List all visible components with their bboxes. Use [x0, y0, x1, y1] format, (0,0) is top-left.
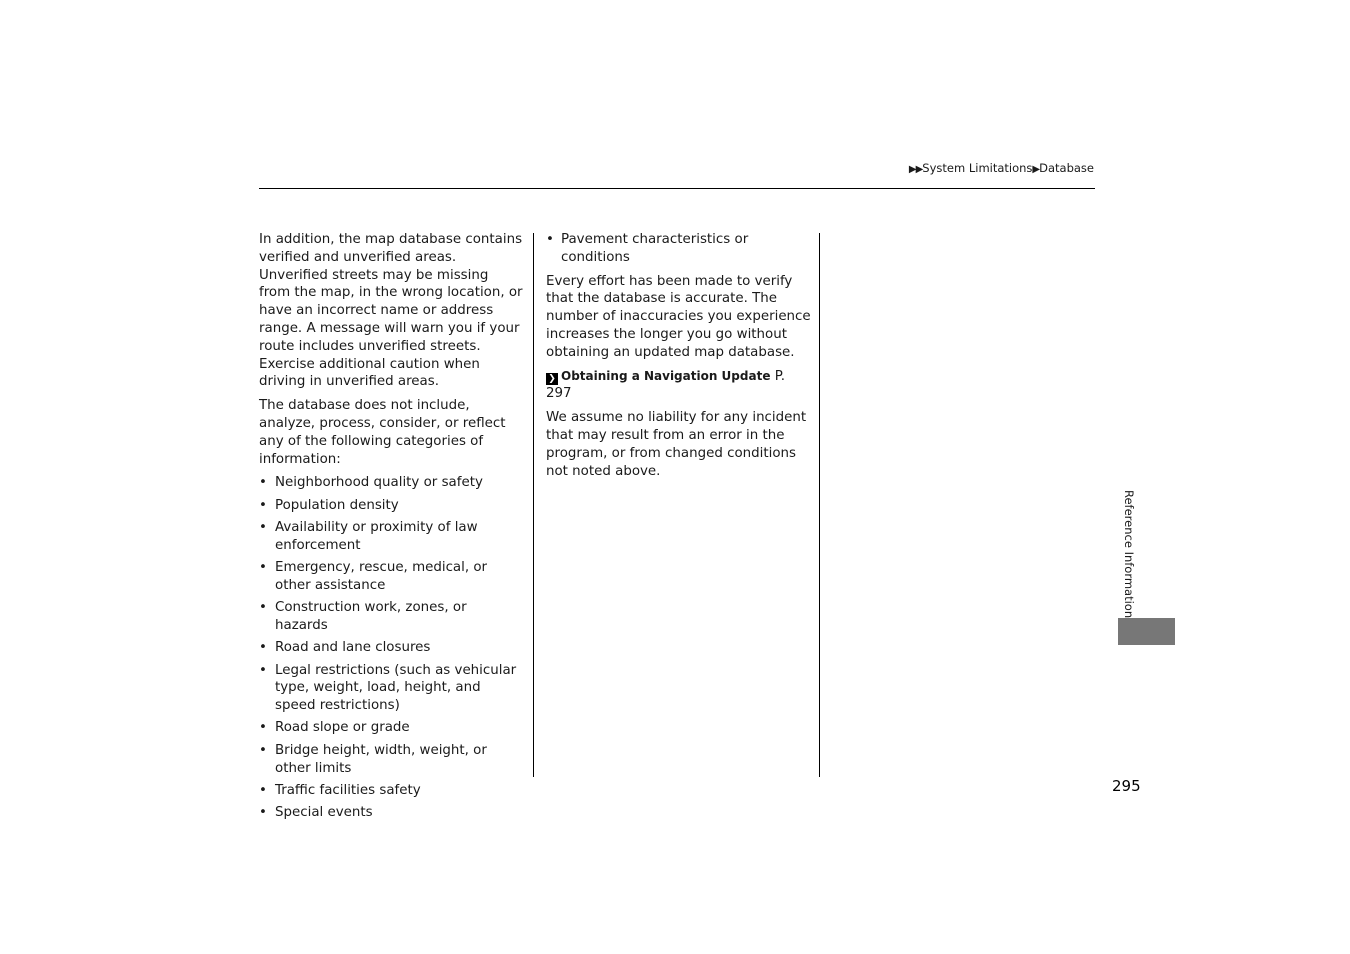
bullet-icon: •: [259, 640, 267, 656]
column-divider: [533, 233, 534, 777]
section-tab-label: Reference Information: [1122, 490, 1136, 619]
list-item: [259, 519, 523, 555]
list-item-text: Emergency, rescue, medical, or other assistance: [275, 560, 488, 593]
list-item: [259, 662, 523, 715]
list-item-text: Construction work, zones, or hazards: [275, 600, 467, 633]
breadcrumb-item-database[interactable]: Database: [1039, 161, 1094, 175]
paragraph: In addition, the map database contains verified and unverified areas. Unverified streets may be missing from the map, in the wrong location, or have an incorrect name or address range. A message will warn you if your route includes unverified streets. Exercise additional caution when driving in unverified areas.: [259, 232, 523, 390]
cross-reference-link[interactable]: [546, 368, 812, 404]
left-column: [259, 231, 523, 826]
bullet-icon: •: [546, 232, 554, 247]
breadcrumb-item-system-limitations[interactable]: System Limitations: [922, 161, 1033, 175]
section-tab[interactable]: [1118, 618, 1175, 645]
list-item: [259, 742, 523, 778]
list-item: [546, 231, 812, 267]
cross-reference-page[interactable]: P. 297: [546, 368, 785, 402]
list-item: [259, 719, 523, 737]
list-item: [259, 782, 523, 800]
list-item-text: Pavement characteristics or conditions: [561, 232, 749, 265]
excluded-categories-list-continued: [546, 231, 812, 267]
bullet-icon: •: [259, 519, 267, 535]
header-divider: [259, 188, 1095, 189]
paragraph: The database does not include, analyze, process, consider, or reflect any of the following categories of information:: [259, 398, 506, 467]
list-item: [259, 474, 523, 492]
breadcrumb: [909, 161, 1094, 175]
bullet-icon: •: [259, 600, 267, 616]
bullet-icon: •: [259, 497, 267, 513]
paragraph: Every effort has been made to verify that the database is accurate. The number of inaccuracies you experience increases the longer you go without obtaining an updated map database.: [546, 273, 811, 360]
bullet-icon: •: [259, 662, 267, 678]
list-item-text: Bridge height, width, weight, or other limits: [275, 742, 487, 776]
bullet-icon: •: [259, 475, 267, 491]
list-item-text: Road and lane closures: [275, 640, 431, 656]
column-divider: [819, 233, 820, 777]
bullet-icon: •: [259, 805, 267, 821]
paragraph: We assume no liability for any incident that may result from an error in the program, or from changed conditions not noted above.: [546, 410, 807, 479]
breadcrumb-arrow-icon: ▶: [1032, 164, 1040, 175]
excluded-categories-list: [259, 474, 523, 822]
list-item: [259, 559, 523, 595]
bullet-icon: •: [259, 742, 267, 758]
right-column: [546, 231, 812, 486]
bullet-icon: •: [259, 782, 267, 798]
list-item-text: Road slope or grade: [275, 720, 410, 736]
list-item: [259, 639, 523, 657]
list-item: [259, 804, 523, 822]
list-item: [259, 599, 523, 635]
list-item-text: Legal restrictions (such as vehicular type, weight, load, height, and speed restrictions): [275, 662, 517, 714]
list-item-text: Neighborhood quality or safety: [275, 475, 483, 491]
list-item-text: Special events: [275, 805, 373, 821]
list-item-text: Traffic facilities safety: [275, 782, 421, 798]
bullet-icon: •: [259, 560, 267, 576]
cross-reference-arrow-icon: ❯: [546, 373, 558, 385]
cross-reference-title[interactable]: Obtaining a Navigation Update: [561, 368, 771, 383]
list-item-text: Population density: [275, 497, 399, 513]
list-item: [259, 497, 523, 515]
breadcrumb-arrow-icon: ▶▶: [908, 164, 923, 175]
page-number: 295: [1112, 777, 1141, 795]
list-item-text: Availability or proximity of law enforcement: [275, 519, 478, 553]
bullet-icon: •: [259, 720, 267, 736]
